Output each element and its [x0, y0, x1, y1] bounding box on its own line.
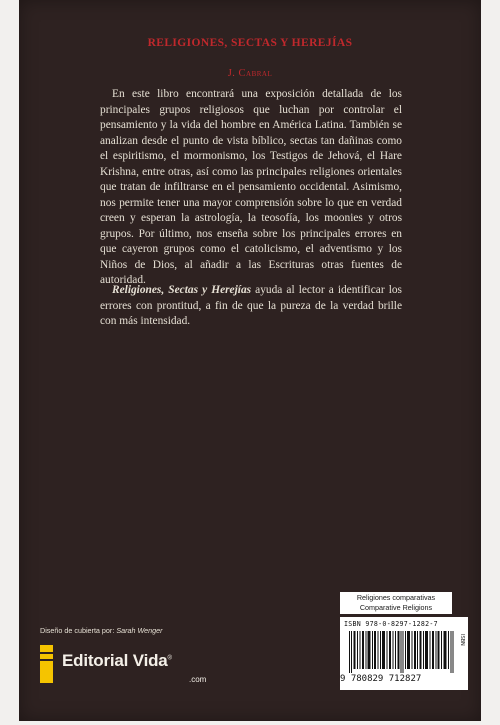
- summary-book-title: Religiones, Sectas y Herejías: [112, 284, 252, 296]
- category-spanish: Religiones comparativas: [356, 593, 436, 602]
- summary-text: ayuda al lector a identificar los errores con prontitud, a fin de que la pureza de la verdad brille con más intensidad.: [100, 284, 402, 327]
- isbn-side-code: ISBN: [459, 634, 465, 646]
- barcode-bars: [349, 631, 455, 673]
- publisher-wordmark: [62, 651, 172, 671]
- cover-design-credit: [40, 626, 163, 635]
- author-name: J. Cabral: [227, 68, 273, 79]
- isbn-barcode: [340, 617, 468, 690]
- credit-label: Diseño de cubierta por:: [40, 626, 115, 635]
- category-english: Comparative Religions: [359, 602, 433, 612]
- publisher-logo: [40, 645, 250, 689]
- book-title: RELIGIONES, SECTAS Y HEREJÍAS: [147, 37, 353, 49]
- description-paragraph: En este libro encontrará una exposición detallada de los principales grupos religiosos que luchan por controlar el pensamiento y la vida del hombre en América Latina. También se analizan desde el punto de vista bíblico, sectas tan dañinas como el espiritismo, el mormonismo, los Testigos de Jehová, el Hare Krishna, entre otras, así como las principales religiones orientales que tratan de infiltrarse en el pensamiento occidental. Asimismo, nos permite tener una mayor comprensión sobre lo que en verdad creen y esperan la astrología, la teosofía, los moonies y otros grupos. Por último, nos enseña sobre los principales errores en que cayeron grupos como el catolicismo, el adventismo y los Niños de Dios, al añadir a las Escrituras otras fuentes de autoridad.: [100, 88, 402, 286]
- publisher-domain: .com: [189, 675, 207, 684]
- back-cover: [19, 0, 481, 721]
- summary-paragraph: [100, 283, 402, 330]
- barcode-digits: 9 780829 712827: [340, 674, 422, 684]
- designer-name: Sarah Wenger: [116, 626, 163, 635]
- registered-mark: ®: [167, 655, 172, 662]
- publisher-name: Editorial Vida: [62, 651, 168, 670]
- category-label: [340, 592, 452, 614]
- publisher-mark-icon: [40, 645, 53, 683]
- isbn-label: ISBN 978-0-8297-1282-7: [344, 620, 438, 628]
